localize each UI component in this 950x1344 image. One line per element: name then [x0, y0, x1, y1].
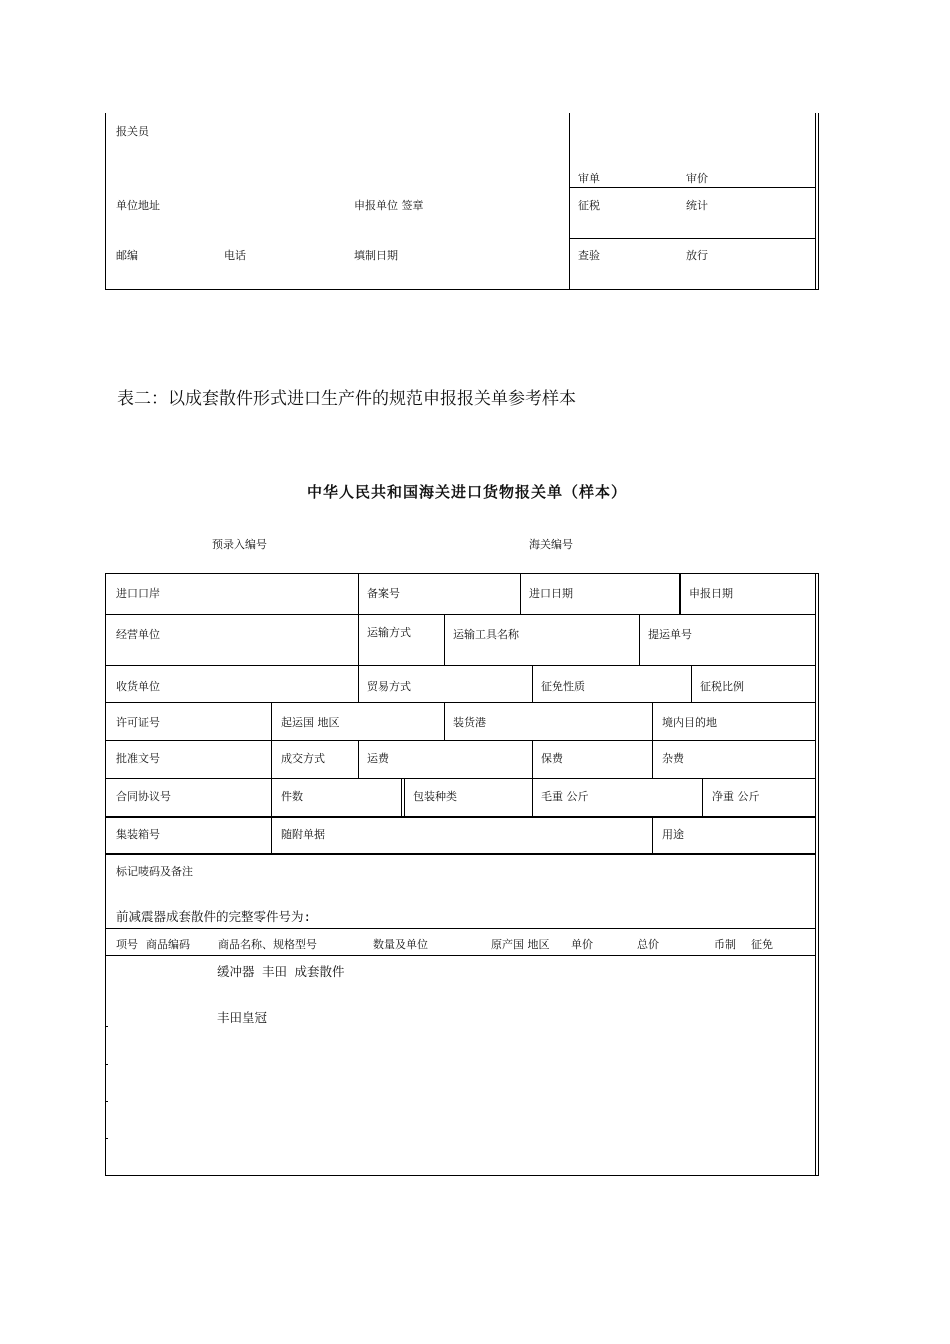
form-title: 中华人民共和国海关进口货物报关单（样本）	[307, 483, 628, 501]
consignee-label: 收货单位	[116, 680, 160, 693]
transport-vehicle-label: 运输工具名称	[453, 628, 519, 641]
domestic-destination-label: 境内目的地	[662, 716, 717, 729]
marks-remarks-text: 前减震器成套散件的完整零件号为:	[116, 909, 312, 924]
contract-number-label: 合同协议号	[116, 790, 171, 803]
attached-documents-label: 随附单据	[281, 828, 325, 841]
goods-line-2: 丰田皇冠	[217, 1010, 268, 1025]
origin-country-label: 起运国 地区	[281, 716, 340, 729]
declarant-label: 报关员	[116, 125, 149, 138]
bill-of-lading-label: 提运单号	[648, 628, 692, 641]
purpose-label: 用途	[662, 828, 684, 841]
import-port-label: 进口口岸	[116, 587, 160, 600]
trade-mode-label: 贸易方式	[367, 680, 411, 693]
inspection-label: 查验	[578, 249, 600, 262]
col-commodity-code: 商品编码	[146, 938, 190, 951]
insurance-label: 保费	[541, 752, 563, 765]
col-item-no: 项号	[116, 938, 138, 951]
postcode-label: 邮编	[116, 249, 138, 262]
col-quantity-unit: 数量及单位	[373, 938, 428, 951]
col-unit-price: 单价	[571, 938, 593, 951]
marks-remarks-label: 标记唛码及备注	[116, 865, 193, 878]
import-date-label: 进口日期	[529, 587, 573, 600]
goods-line-1: 缓冲器 丰田 成套散件	[217, 964, 345, 979]
fill-date-label: 填制日期	[354, 249, 398, 262]
license-number-label: 许可证号	[116, 716, 160, 729]
statistics-label: 统计	[686, 199, 708, 212]
col-origin-country: 原产国 地区	[491, 938, 550, 951]
declaration-date-label: 申报日期	[689, 587, 733, 600]
customs-number-label: 海关编号	[529, 538, 573, 551]
container-number-label: 集装箱号	[116, 828, 160, 841]
pre-entry-number-label: 预录入编号	[212, 538, 267, 551]
approval-number-label: 批准文号	[116, 752, 160, 765]
gross-weight-label: 毛重 公斤	[541, 790, 589, 803]
phone-label: 电话	[224, 249, 246, 262]
col-commodity-name: 商品名称、规格型号	[218, 938, 317, 951]
declaring-unit-seal-label: 申报单位 签章	[354, 199, 424, 212]
address-label: 单位地址	[116, 199, 160, 212]
section-heading: 表二：以成套散件形式进口生产件的规范申报报关单参考样本	[117, 389, 576, 409]
loading-port-label: 装货港	[453, 716, 486, 729]
release-label: 放行	[686, 249, 708, 262]
price-review-label: 审价	[686, 172, 708, 185]
transport-mode-label: 运输方式	[367, 626, 411, 639]
col-currency: 币制	[714, 938, 736, 951]
misc-fees-label: 杂费	[662, 752, 684, 765]
review-label: 审单	[578, 172, 600, 185]
freight-label: 运费	[367, 752, 389, 765]
pieces-label: 件数	[281, 790, 303, 803]
col-total-price: 总价	[637, 938, 659, 951]
operating-unit-label: 经营单位	[116, 628, 160, 641]
transaction-mode-label: 成交方式	[281, 752, 325, 765]
record-number-label: 备案号	[367, 587, 400, 600]
exemption-nature-label: 征免性质	[541, 680, 585, 693]
tax-ratio-label: 征税比例	[700, 680, 744, 693]
col-exemption: 征免	[751, 938, 773, 951]
tax-label: 征税	[578, 199, 600, 212]
net-weight-label: 净重 公斤	[712, 790, 760, 803]
package-type-label: 包装种类	[413, 790, 457, 803]
